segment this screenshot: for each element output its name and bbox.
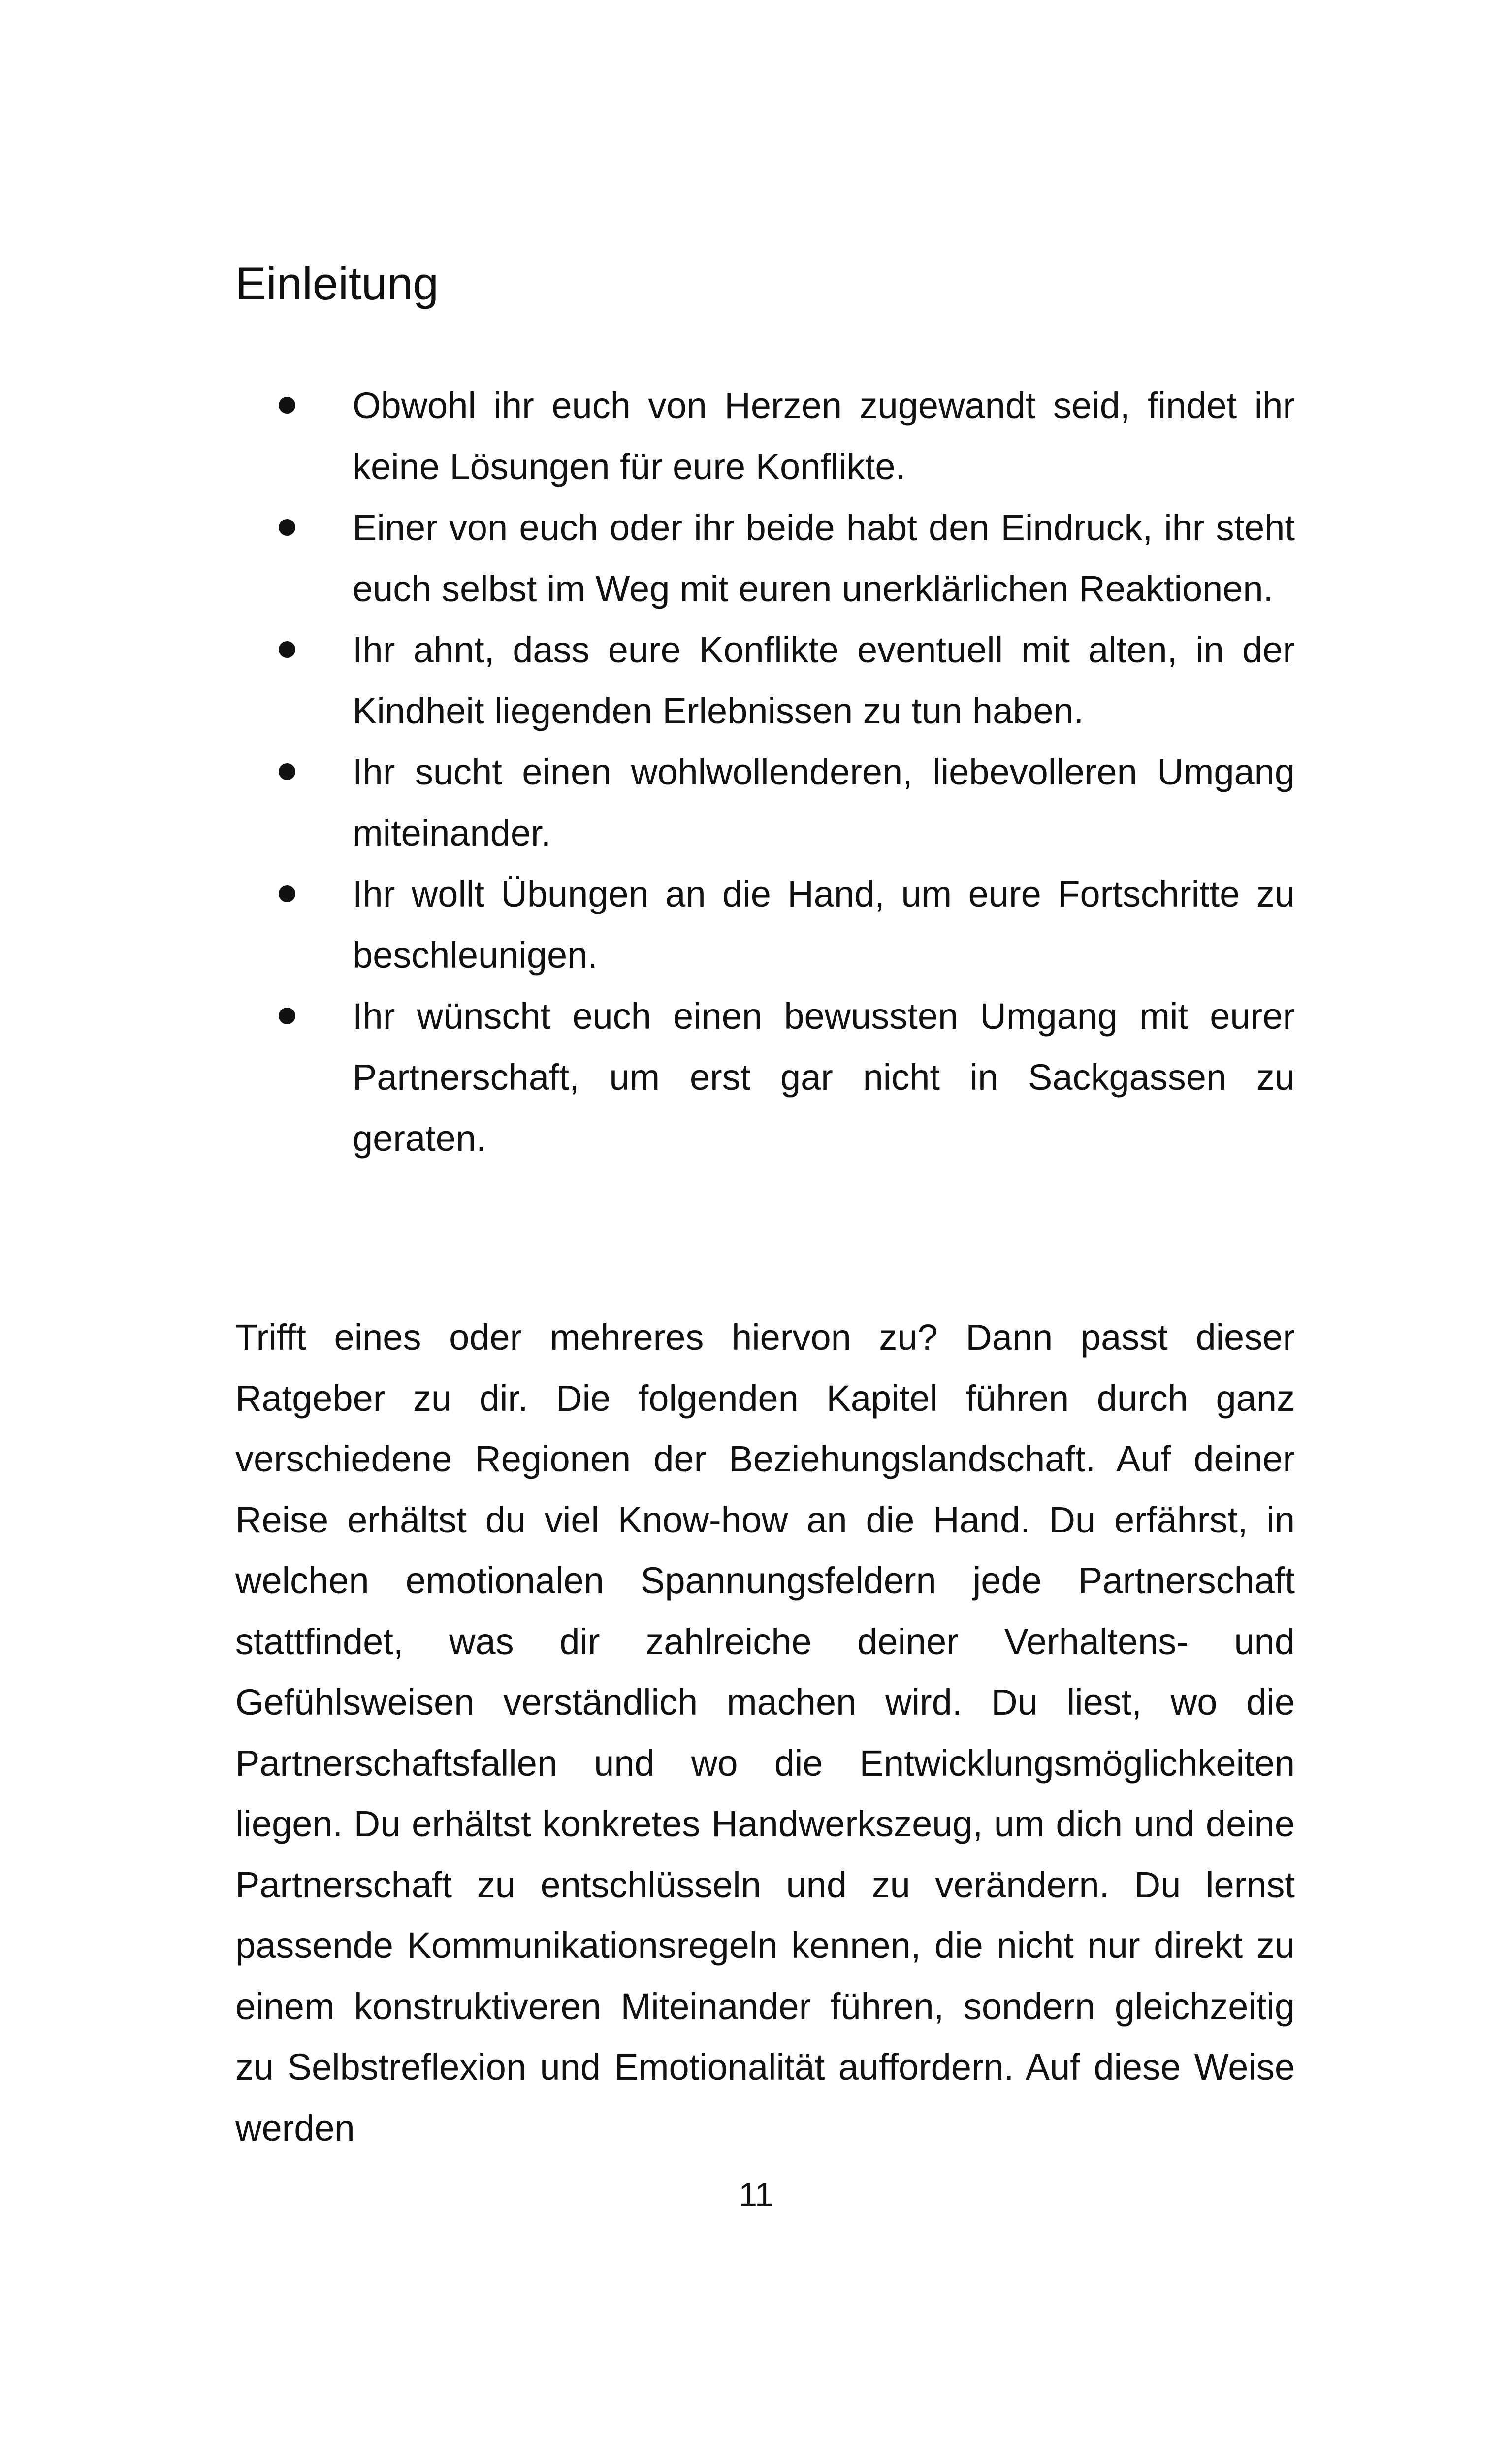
page-heading: Einleitung xyxy=(235,258,439,309)
body-paragraph: Trifft eines oder mehreres hiervon zu? Dann passt dieser Ratgeber zu dir. Die folgenden Kapitel führen durch ganz verschiedene Regionen der Beziehungslandschaft. Auf deiner Reise erhältst du viel Know-how an die Hand. Du erfährst, in welchen emotionalen Spannungsfeldern jede Partnerschaft stattfindet, was dir zahlreiche deiner Verhaltens- und Gefühlsweisen verständlich machen wird. Du liest, wo die Partnerschaftsfallen und wo die Entwicklungsmöglichkeiten liegen. Du erhältst konkretes Handwerkszeug, um dich und deine Partnerschaft zu entschlüsseln und zu verändern. Du lernst passende Kommunikationsregeln kennen, die nicht nur direkt zu einem konstruktiveren Miteinander führen, sondern gleichzeitig zu Selbstreflexion und Emotionalität auffordern. Auf diese Weise werden xyxy=(235,1317,1295,2149)
bullet-dot-icon xyxy=(279,519,295,536)
page-number: 11 xyxy=(739,2176,773,2214)
bullet-dot-icon xyxy=(279,641,295,658)
list-item-text: Ihr ahnt, dass eure Konflikte eventuell mit alten, in der Kindheit liegenden Erlebnissen zu tun haben. xyxy=(353,629,1295,731)
bullet-dot-icon xyxy=(279,885,295,902)
list-item-text: Einer von euch oder ihr beide habt den Eindruck, ihr steht euch selbst im Weg mit euren unerklärlichen Reaktionen. xyxy=(353,507,1295,609)
list-item-text: Ihr wünscht euch einen bewussten Umgang mit eurer Partnerschaft, um erst gar nicht in Sackgassen zu geraten. xyxy=(353,996,1295,1159)
bullet-dot-icon xyxy=(279,1008,295,1024)
list-item xyxy=(235,742,1295,864)
bullet-dot-icon xyxy=(279,763,295,780)
list-item xyxy=(235,986,1295,1169)
list-item-text: Ihr wollt Übungen an die Hand, um eure Fortschritte zu beschleunigen. xyxy=(353,874,1295,976)
list-item xyxy=(235,375,1295,497)
list-item-text: Ihr sucht einen wohlwollenderen, liebevolleren Umgang miteinander. xyxy=(353,751,1295,853)
bullet-dot-icon xyxy=(279,397,295,414)
list-item-text: Obwohl ihr euch von Herzen zugewandt seid, findet ihr keine Lösungen für eure Konflikte. xyxy=(353,385,1295,487)
list-item xyxy=(235,619,1295,742)
list-item xyxy=(235,497,1295,619)
list-item xyxy=(235,864,1295,986)
bullet-list xyxy=(235,375,1295,1169)
